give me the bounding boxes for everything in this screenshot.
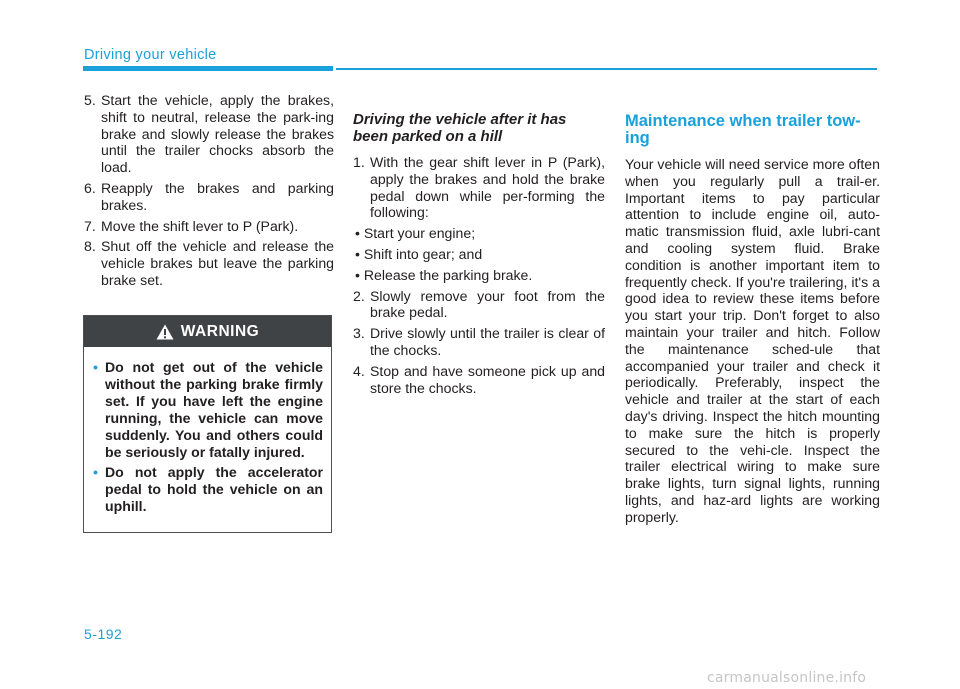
warning-triangle-icon [156, 324, 174, 340]
step-3 [353, 325, 605, 359]
sub-bullet [355, 225, 605, 242]
warning-header [84, 316, 331, 347]
steps-list-2-4 [353, 288, 605, 397]
step-number: 4. [353, 362, 365, 379]
bullet-icon: • [355, 225, 364, 242]
middle-heading: Driving the vehicle after it has been parked on a hill [353, 111, 567, 145]
warning-list [93, 359, 323, 515]
steps-list-1 [353, 154, 605, 221]
step-number: 7. [84, 217, 96, 234]
step-text: Reapply the brakes and parking brakes. [101, 179, 334, 213]
step-number: 3. [353, 325, 365, 342]
warning-item-text: Do not get out of the vehicle without the parking brake firmly set. If you have left the engine running, the vehicle can move suddenly. You and others could be seriously or fatally injured. [105, 359, 323, 460]
left-column [84, 92, 334, 293]
step-number: 5. [84, 92, 96, 108]
bullet-icon: • [93, 464, 98, 481]
step-text: With the gear shift lever in P (Park), apply the brakes and hold the brake pedal down while per-forming the following: [370, 154, 605, 221]
bullet-icon: • [93, 359, 98, 375]
step-7 [84, 218, 334, 235]
step-text: Slowly remove your foot from the brake pedal. [370, 287, 605, 321]
warning-box [83, 315, 332, 533]
step-4 [353, 363, 605, 397]
step-number: 8. [84, 238, 96, 255]
header-rule-thin [336, 68, 877, 70]
sub-bullet [355, 267, 605, 284]
warning-item [93, 464, 323, 515]
step-5 [84, 92, 334, 176]
step-number: 1. [353, 154, 365, 170]
sub-bullet-list [353, 225, 605, 283]
step-number: 2. [353, 287, 365, 304]
step-8 [84, 238, 334, 288]
step-text: Start the vehicle, apply the brakes, shift to neutral, release the park-ing brake and slowly release the brakes until the trailer chocks absorb the load. [101, 92, 334, 176]
step-1 [353, 154, 605, 221]
step-6 [84, 180, 334, 214]
right-heading: Maintenance when trailer tow-ing [625, 112, 861, 147]
middle-column [353, 92, 605, 400]
sub-bullet-text: Start your engine; [363, 225, 476, 242]
bullet-icon: • [355, 266, 364, 283]
page-number: 5-192 [84, 626, 123, 642]
sub-bullet [355, 246, 605, 263]
step-text: Drive slowly until the trailer is clear of the chocks. [370, 325, 605, 358]
header-rule-thick [83, 66, 333, 71]
section-title: Driving your vehicle [84, 47, 217, 63]
warning-item [93, 359, 323, 460]
step-text: Move the shift lever to P (Park). [101, 217, 299, 234]
step-text: Stop and have someone pick up and store the chocks. [370, 362, 605, 396]
bullet-icon: • [355, 245, 364, 262]
step-text: Shut off the vehicle and release the vehicle brakes but leave the parking brake set. [101, 238, 334, 288]
sub-bullet-text: Release the parking brake. [363, 266, 533, 283]
watermark: carmanualsonline.info [707, 670, 867, 686]
step-2 [353, 288, 605, 322]
warning-item-text: Do not apply the accelerator pedal to hold the vehicle on an uphill. [105, 464, 323, 515]
steps-list-5-8 [84, 92, 334, 289]
warning-title: WARNING [180, 322, 260, 340]
maintenance-paragraph: Your vehicle will need service more often when you regularly pull a trail-er. Important items to pay particular attention to include engine oil, auto-matic transmission fluid, axle lubri-cant and cooling system fluid. Brake condition is another important item to frequently check. If you're trailering, it's a good idea to review these items before you start your trip. Don't forget to also maintain your trailer and hitch. Follow the maintenance sched-ule that accompanied your trailer and check it periodically. Preferably, inspect the vehicle and trailer at the start of each day's driving. Inspect the hitch mounting to make sure the hitch is properly secured to the vehi-cle. Inspect the trailer electrical wiring to make sure brake lights, turn signal lights, running lights, and haz-ard lights are working properly. [625, 156, 880, 525]
step-number: 6. [84, 179, 96, 196]
right-column [625, 92, 880, 526]
sub-bullet-text: Shift into gear; and [363, 245, 483, 262]
